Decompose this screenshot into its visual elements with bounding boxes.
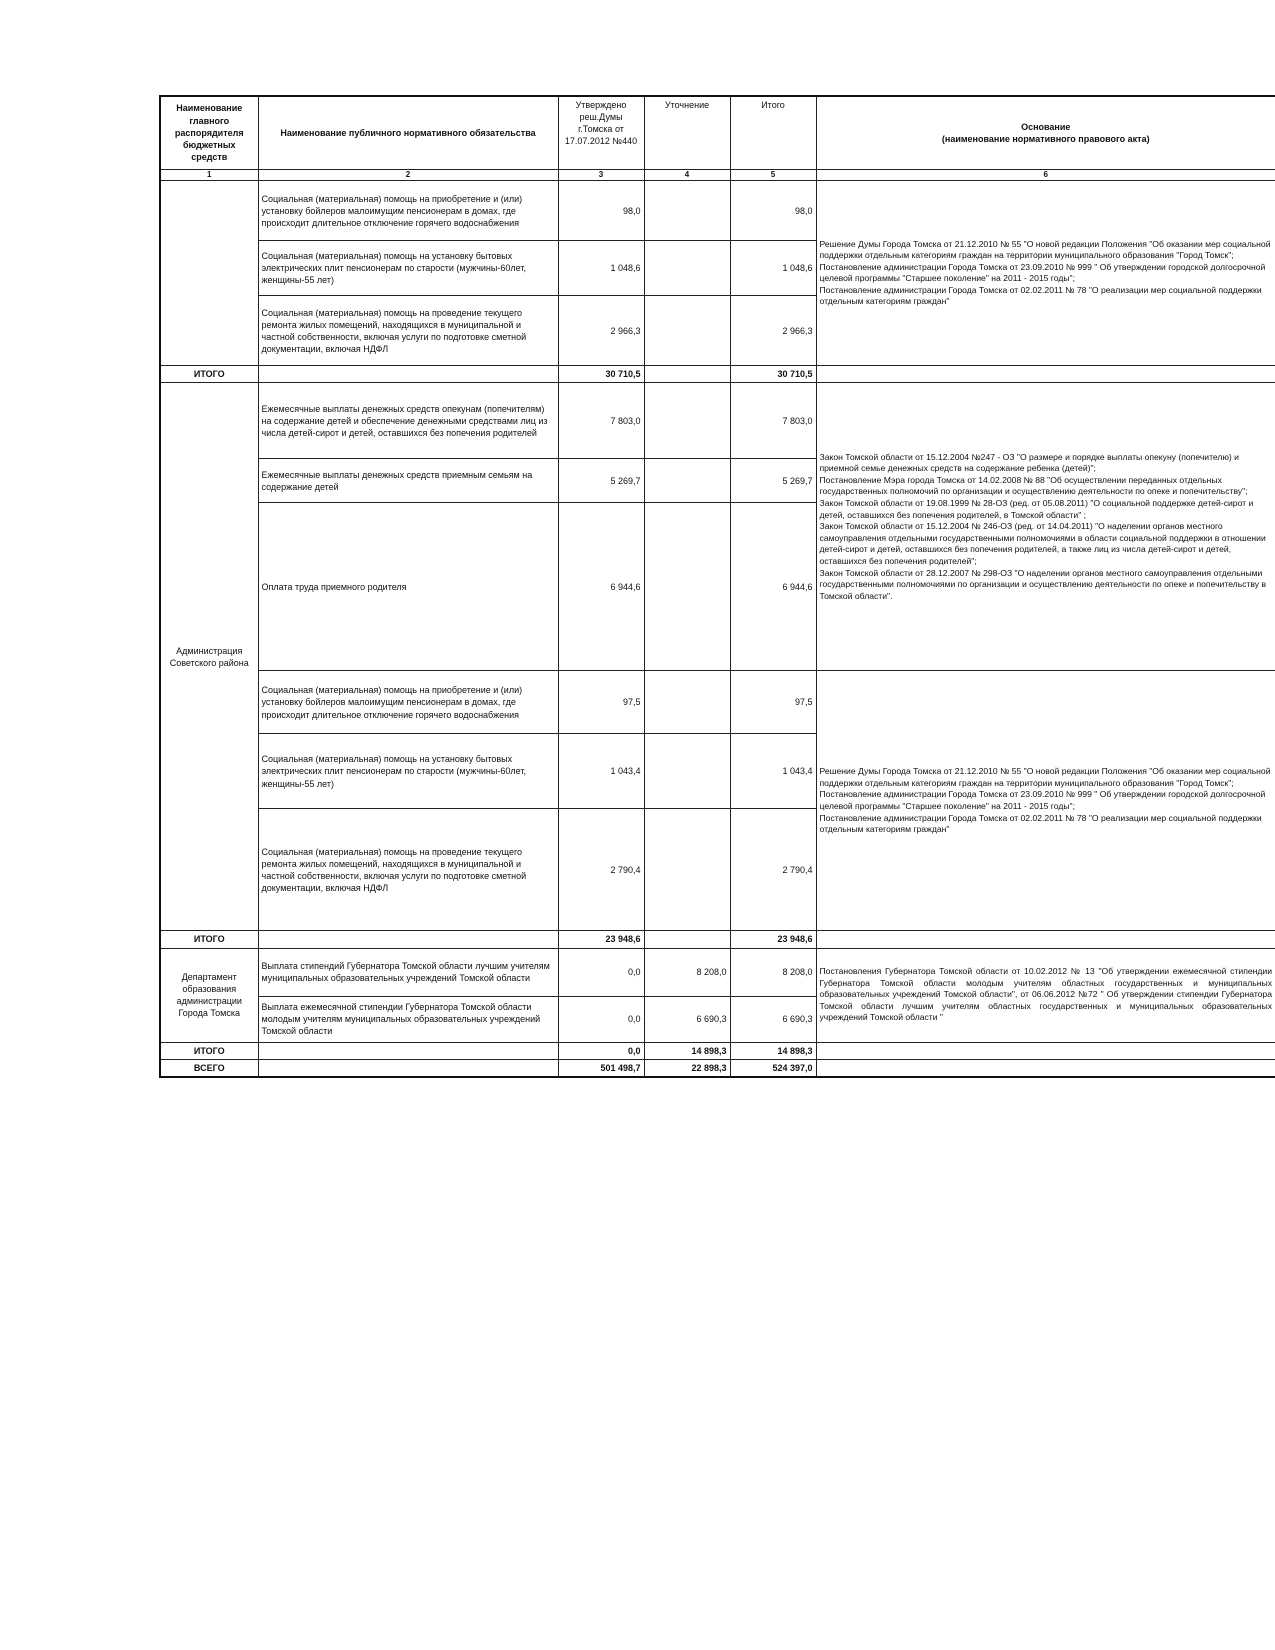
column-number-row (160, 169, 1275, 181)
grand-total-row (160, 1059, 1275, 1077)
total-value: 8 208,0 (730, 948, 816, 996)
subtotal-label: ИТОГО (160, 931, 258, 948)
subtotal-total: 14 898,3 (730, 1042, 816, 1059)
obligation-name: Социальная (материальная) помощь на приобретение и (или) установку бойлеров малоимущим пенсионерам в домах, где происходит длительное отключение горячего водоснабжения (258, 181, 558, 241)
subtotal-change (644, 931, 730, 948)
obligation-name: Ежемесячные выплаты денежных средств опекунам (попечителям) на содержание детей и обеспечение денежными средствами лиц из числа детей-сирот и детей, оставшихся без попечения родителей (258, 383, 558, 459)
column-number: 2 (258, 169, 558, 181)
obligation-name: Социальная (материальная) помощь на установку бытовых электрических плит пенсионерам по старости (мужчины-60лет, женщины-55 лет) (258, 241, 558, 296)
approved-value: 5 269,7 (558, 459, 644, 503)
change-value: 6 690,3 (644, 996, 730, 1042)
approved-value: 98,0 (558, 181, 644, 241)
subtotal-approved: 0,0 (558, 1042, 644, 1059)
change-value (644, 734, 730, 809)
grand-total-approved: 501 498,7 (558, 1059, 644, 1077)
approved-value: 7 803,0 (558, 383, 644, 459)
total-value: 2 790,4 (730, 809, 816, 931)
legal-basis: Постановления Губернатора Томской области от 10.02.2012 № 13 "Об утверждении ежемесячной стипендии Губернатора Томской области молодым учителям областных государственных и муниципальных образовательных учреждений Томской области", от 06.06.2012 №72 " Об утверждении стипендии Губернатора Томской области лучшим учителям областных государственных и муниципальных образовательных учреждений Томской области " (816, 948, 1275, 1042)
empty-cell (816, 1059, 1275, 1077)
table-row (160, 948, 1275, 996)
header-obligation: Наименование публичного нормативного обязательства (258, 96, 558, 169)
table-row (160, 383, 1275, 459)
legal-basis: Закон Томской области от 15.12.2004 №247 - ОЗ "О размере и порядке выплаты опекуну (попечителю) и приемной семье денежных средств на содержание ребенка (детей)"; Постановление Мэра города Томска от 14.02.2008 № 88 "Об осуществлении переданных отдельных государственных полномочий по организации и осуществлению деятельности по опеке и попечительству"; Закон Томской области от 19.08.1999 № 28-ОЗ (ред. от 05.08.2011) "О социальной поддержке детей-сирот и детей, оставшихся без попечения родителей, в Томской области" ; Закон Томской области от 15.12.2004 № 246-ОЗ (ред. от 14.04.2011) "О наделении органов местного самоуправления отдельными государственными полномочиями в области социальной поддержки в отношении детей-сирот и детей, оставшихся без попечения родителей, а также лиц из числа детей-сирот и детей, оставшихся без попечения родителей"; Закон Томской области от 28.12.2007 № 298-ОЗ "О наделении органов местного самоуправления отдельными государственными полномочиями по организации и осуществлению деятельности по опеке и попечительству в Томской области". (816, 383, 1275, 671)
column-number: 3 (558, 169, 644, 181)
obligation-name: Социальная (материальная) помощь на проведение текущего ремонта жилых помещений, находящихся в муниципальной и частной собственности, включая услуги по подготовке сметной документации, включая НДФЛ (258, 296, 558, 366)
change-value (644, 809, 730, 931)
legal-basis: Решение Думы Города Томска от 21.12.2010 № 55 "О новой редакции Положения "Об оказании мер социальной поддержки отдельным категориям граждан на территории муниципального образования "Город Томск"; Постановление администрации Города Томска от 23.09.2010 № 999 " Об утверждении городской долгосрочной целевой программы "Старшее поколение" на 2011 - 2015 годы"; Постановление администрации Города Томска от 02.02.2011 № 78 "О реализации мер социальной поддержки отдельным категориям граждан" (816, 181, 1275, 366)
subtotal-row (160, 1042, 1275, 1059)
approved-value: 2 790,4 (558, 809, 644, 931)
approved-value: 2 966,3 (558, 296, 644, 366)
empty-cell (816, 366, 1275, 383)
approved-value: 1 043,4 (558, 734, 644, 809)
obligation-name: Социальная (материальная) помощь на приобретение и (или) установку бойлеров малоимущим пенсионерам в домах, где происходит длительное отключение горячего водоснабжения (258, 671, 558, 734)
change-value (644, 459, 730, 503)
empty-cell (258, 1059, 558, 1077)
header-total: Итого (730, 96, 816, 169)
header-distributor: Наименование главного распорядителя бюджетных средств (160, 96, 258, 169)
total-value: 6 944,6 (730, 503, 816, 671)
empty-cell (816, 1042, 1275, 1059)
approved-value: 0,0 (558, 948, 644, 996)
column-number: 1 (160, 169, 258, 181)
approved-value: 6 944,6 (558, 503, 644, 671)
obligation-name: Оплата труда приемного родителя (258, 503, 558, 671)
empty-cell (816, 931, 1275, 948)
subtotal-change (644, 366, 730, 383)
table-row (160, 671, 1275, 734)
column-number: 6 (816, 169, 1275, 181)
subtotal-approved: 30 710,5 (558, 366, 644, 383)
change-value (644, 241, 730, 296)
change-value (644, 296, 730, 366)
grand-total-change: 22 898,3 (644, 1059, 730, 1077)
legal-basis: Решение Думы Города Томска от 21.12.2010 № 55 "О новой редакции Положения "Об оказании мер социальной поддержки отдельным категориям граждан на территории муниципального образования "Город Томск"; Постановление администрации Города Томска от 23.09.2010 № 999 " Об утверждении городской долгосрочной целевой программы "Старшее поколение" на 2011 - 2015 годы"; Постановление администрации Города Томска от 02.02.2011 № 78 "О реализации мер социальной поддержки отдельным категориям граждан" (816, 671, 1275, 931)
grand-total-total: 524 397,0 (730, 1059, 816, 1077)
total-value: 97,5 (730, 671, 816, 734)
subtotal-approved: 23 948,6 (558, 931, 644, 948)
column-number: 5 (730, 169, 816, 181)
total-value: 6 690,3 (730, 996, 816, 1042)
total-value: 1 043,4 (730, 734, 816, 809)
distributor-cell (160, 181, 258, 366)
header-change: Уточнение (644, 96, 730, 169)
total-value: 2 966,3 (730, 296, 816, 366)
approved-value: 97,5 (558, 671, 644, 734)
total-value: 7 803,0 (730, 383, 816, 459)
header-basis: Основание (наименование нормативного правового акта) (816, 96, 1275, 169)
subtotal-total: 30 710,5 (730, 366, 816, 383)
table-row (160, 181, 1275, 241)
subtotal-total: 23 948,6 (730, 931, 816, 948)
empty-cell (258, 1042, 558, 1059)
obligation-name: Социальная (материальная) помощь на проведение текущего ремонта жилых помещений, находящихся в муниципальной и частной собственности, включая услуги по подготовке сметной документации, включая НДФЛ (258, 809, 558, 931)
empty-cell (258, 931, 558, 948)
obligation-name: Ежемесячные выплаты денежных средств приемным семьям на содержание детей (258, 459, 558, 503)
change-value: 8 208,0 (644, 948, 730, 996)
subtotal-change: 14 898,3 (644, 1042, 730, 1059)
obligation-name: Выплата стипендий Губернатора Томской области лучшим учителям муниципальных образовательных учреждений Томской области (258, 948, 558, 996)
total-value: 1 048,6 (730, 241, 816, 296)
subtotal-row (160, 931, 1275, 948)
public-obligations-table (159, 95, 1275, 1078)
empty-cell (258, 366, 558, 383)
total-value: 98,0 (730, 181, 816, 241)
change-value (644, 671, 730, 734)
header-approved: Утверждено реш.Думы г.Томска от 17.07.2012 №440 (558, 96, 644, 169)
distributor-name: Администрация Советского района (160, 383, 258, 931)
obligation-name: Социальная (материальная) помощь на установку бытовых электрических плит пенсионерам по старости (мужчины-60лет, женщины-55 лет) (258, 734, 558, 809)
approved-value: 1 048,6 (558, 241, 644, 296)
change-value (644, 181, 730, 241)
change-value (644, 503, 730, 671)
approved-value: 0,0 (558, 996, 644, 1042)
budget-table-sheet (159, 95, 1275, 1120)
subtotal-label: ИТОГО (160, 1042, 258, 1059)
change-value (644, 383, 730, 459)
obligation-name: Выплата ежемесячной стипендии Губернатора Томской области молодым учителям муниципальных образовательных учреждений Томской области (258, 996, 558, 1042)
distributor-name: Департамент образования администрации Города Томска (160, 948, 258, 1042)
column-number: 4 (644, 169, 730, 181)
grand-total-label: ВСЕГО (160, 1059, 258, 1077)
table-header-row (160, 96, 1275, 169)
total-value: 5 269,7 (730, 459, 816, 503)
subtotal-label: ИТОГО (160, 366, 258, 383)
subtotal-row (160, 366, 1275, 383)
